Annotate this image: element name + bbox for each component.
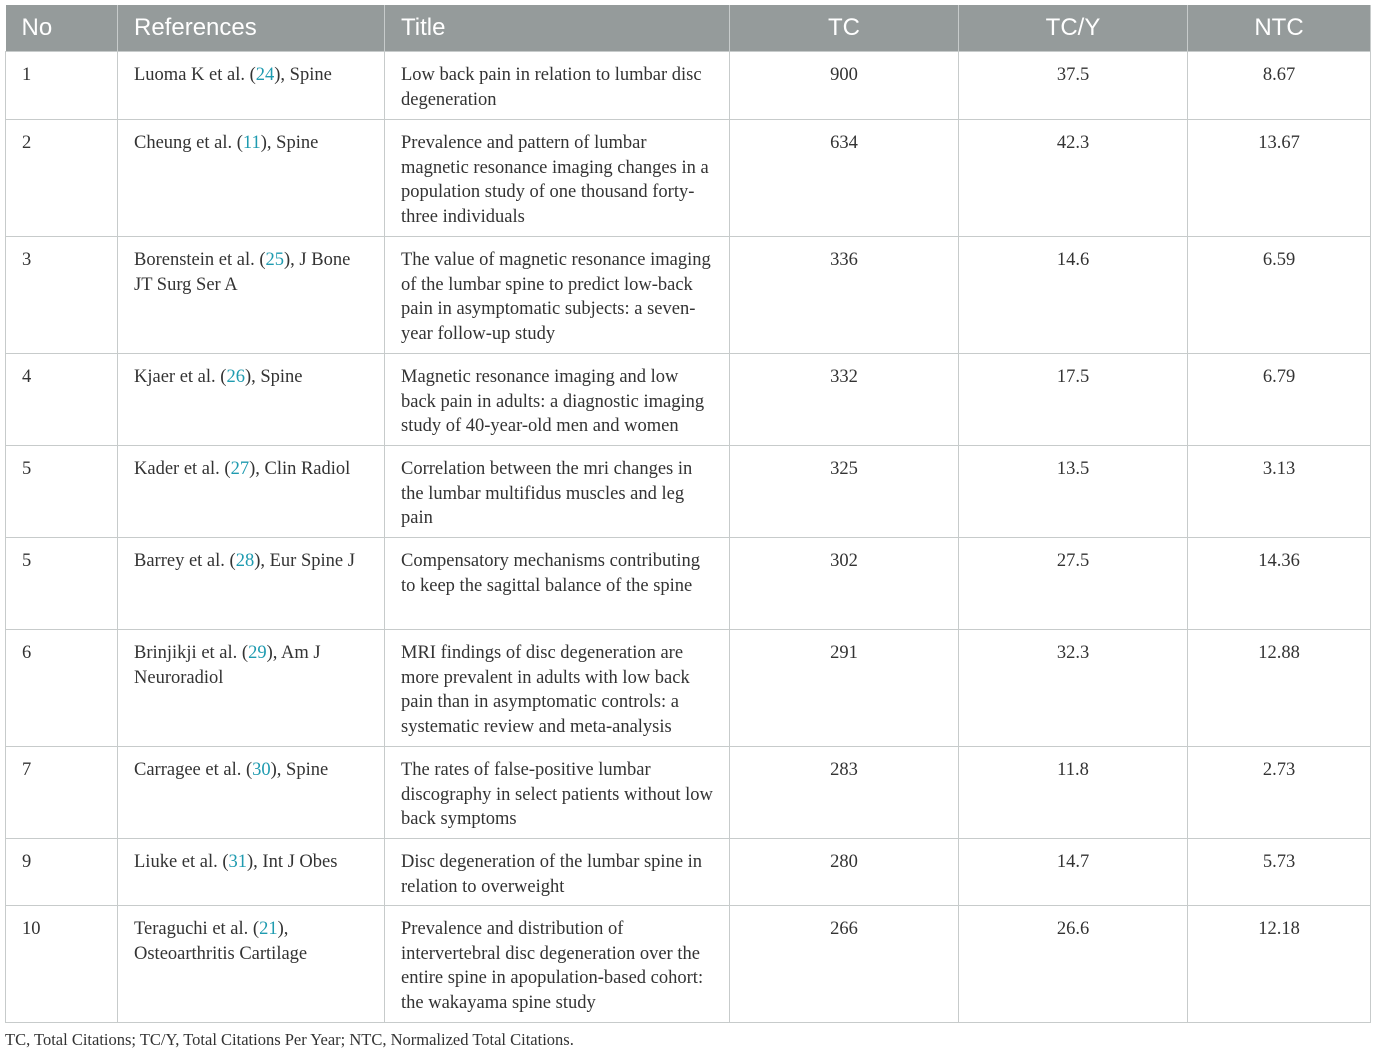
cell-no: 6	[6, 630, 118, 747]
header-title: Title	[385, 5, 730, 52]
reference-authors: Barrey et al. (	[134, 551, 236, 571]
cell-reference	[118, 237, 385, 354]
cell-tcy: 27.5	[959, 538, 1188, 630]
reference-authors: Teraguchi et al. (	[134, 919, 260, 939]
cell-ntc: 6.79	[1188, 354, 1371, 446]
reference-authors: Kader et al. (	[134, 459, 231, 479]
header-ntc: NTC	[1188, 5, 1371, 52]
reference-journal: ), Osteoarthritis Cartilage	[134, 919, 308, 964]
cell-title: Magnetic resonance imaging and low back pain in adults: a diagnostic imaging study of 40-year-old men and women	[385, 354, 730, 446]
citation-link[interactable]: 31	[228, 852, 248, 872]
cell-reference	[118, 538, 385, 630]
cell-ntc: 3.13	[1188, 446, 1371, 538]
cell-tcy: 17.5	[959, 354, 1188, 446]
cell-tc: 332	[730, 354, 959, 446]
citation-link[interactable]: 11	[242, 133, 261, 153]
cell-tc: 336	[730, 237, 959, 354]
cell-tc: 634	[730, 120, 959, 237]
table-row	[6, 120, 1371, 237]
cell-ntc: 5.73	[1188, 839, 1371, 906]
cell-tc: 291	[730, 630, 959, 747]
header-tc: TC	[730, 5, 959, 52]
cell-title: Correlation between the mri changes in the lumbar multifidus muscles and leg pain	[385, 446, 730, 538]
cell-ntc: 2.73	[1188, 747, 1371, 839]
cell-no: 4	[6, 354, 118, 446]
cell-no: 10	[6, 906, 118, 1023]
cell-no: 3	[6, 237, 118, 354]
table-row	[6, 354, 1371, 446]
citation-table	[5, 5, 1371, 1023]
cell-ntc: 6.59	[1188, 237, 1371, 354]
table-row	[6, 538, 1371, 630]
cell-no: 9	[6, 839, 118, 906]
cell-tc: 325	[730, 446, 959, 538]
header-tcy: TC/Y	[959, 5, 1188, 52]
reference-authors: Liuke et al. (	[134, 852, 229, 872]
cell-tc: 280	[730, 839, 959, 906]
reference-authors: Carragee et al. (	[134, 760, 253, 780]
cell-tcy: 26.6	[959, 906, 1188, 1023]
reference-journal: ), Spine	[274, 65, 332, 85]
cell-title: The rates of false-positive lumbar discography in select patients without low back symptoms	[385, 747, 730, 839]
cell-no: 5	[6, 446, 118, 538]
reference-journal: ), Int J Obes	[247, 852, 338, 872]
cell-reference	[118, 630, 385, 747]
reference-journal: ), Spine	[260, 133, 319, 153]
citation-link[interactable]: 26	[226, 367, 245, 387]
cell-tcy: 32.3	[959, 630, 1188, 747]
reference-authors: Borenstein et al. (	[134, 250, 266, 270]
reference-journal: ), Am J Neuroradiol	[134, 643, 321, 688]
reference-journal: ), Spine	[270, 760, 329, 780]
cell-title: Prevalence and pattern of lumbar magnetic resonance imaging changes in a population study of one thousand forty-three individuals	[385, 120, 730, 237]
reference-journal: ), J Bone JT Surg Ser A	[134, 250, 351, 295]
cell-reference	[118, 839, 385, 906]
reference-authors: Brinjikji et al. (	[134, 643, 249, 663]
table-row	[6, 237, 1371, 354]
table-row	[6, 52, 1371, 120]
table-row	[6, 839, 1371, 906]
cell-tcy: 37.5	[959, 52, 1188, 120]
cell-title: Disc degeneration of the lumbar spine in relation to overweight	[385, 839, 730, 906]
cell-tcy: 14.6	[959, 237, 1188, 354]
cell-ntc: 13.67	[1188, 120, 1371, 237]
cell-no: 7	[6, 747, 118, 839]
cell-reference	[118, 747, 385, 839]
cell-tcy: 42.3	[959, 120, 1188, 237]
table-row	[6, 630, 1371, 747]
cell-title: MRI findings of disc degeneration are more prevalent in adults with low back pain than in asymptomatic controls: a systematic review and meta-analysis	[385, 630, 730, 747]
reference-journal: ), Clin Radiol	[249, 459, 351, 479]
citation-link[interactable]: 21	[259, 919, 278, 939]
table-row	[6, 446, 1371, 538]
cell-ntc: 12.18	[1188, 906, 1371, 1023]
cell-title: The value of magnetic resonance imaging of the lumbar spine to predict low-back pain in asymptomatic subjects: a seven-year follow-up study	[385, 237, 730, 354]
header-row	[6, 5, 1371, 52]
reference-authors: Luoma K et al. (	[134, 65, 256, 85]
reference-authors: Cheung et al. (	[134, 133, 243, 153]
header-no: No	[6, 5, 118, 52]
cell-tcy: 13.5	[959, 446, 1188, 538]
cell-ntc: 8.67	[1188, 52, 1371, 120]
citation-link[interactable]: 28	[235, 551, 255, 571]
cell-tc: 302	[730, 538, 959, 630]
cell-title: Compensatory mechanisms contributing to keep the sagittal balance of the spine	[385, 538, 730, 630]
citation-link[interactable]: 24	[255, 65, 275, 85]
cell-tc: 900	[730, 52, 959, 120]
reference-authors: Kjaer et al. (	[134, 367, 227, 387]
reference-journal: ), Spine	[244, 367, 303, 387]
cell-reference	[118, 446, 385, 538]
cell-ntc: 14.36	[1188, 538, 1371, 630]
citation-table-container	[5, 5, 1370, 1023]
cell-no: 5	[6, 538, 118, 630]
reference-journal: ), Eur Spine J	[254, 551, 355, 571]
cell-title: Prevalence and distribution of intervertebral disc degeneration over the entire spine in apopulation-based cohort: the wakayama spine study	[385, 906, 730, 1023]
table-footnote: TC, Total Citations; TC/Y, Total Citations Per Year; NTC, Normalized Total Citations.	[5, 1030, 574, 1049]
cell-tc: 266	[730, 906, 959, 1023]
cell-tcy: 11.8	[959, 747, 1188, 839]
cell-title: Low back pain in relation to lumbar disc degeneration	[385, 52, 730, 120]
table-row	[6, 906, 1371, 1023]
cell-tcy: 14.7	[959, 839, 1188, 906]
cell-reference	[118, 52, 385, 120]
cell-reference	[118, 354, 385, 446]
cell-ntc: 12.88	[1188, 630, 1371, 747]
cell-reference	[118, 906, 385, 1023]
citation-link[interactable]: 27	[230, 459, 250, 479]
cell-no: 1	[6, 52, 118, 120]
citation-link[interactable]: 30	[252, 760, 271, 780]
cell-no: 2	[6, 120, 118, 237]
citation-link[interactable]: 25	[265, 250, 285, 270]
header-references: References	[118, 5, 385, 52]
cell-tc: 283	[730, 747, 959, 839]
citation-link[interactable]: 29	[248, 643, 267, 663]
cell-reference	[118, 120, 385, 237]
table-row	[6, 747, 1371, 839]
